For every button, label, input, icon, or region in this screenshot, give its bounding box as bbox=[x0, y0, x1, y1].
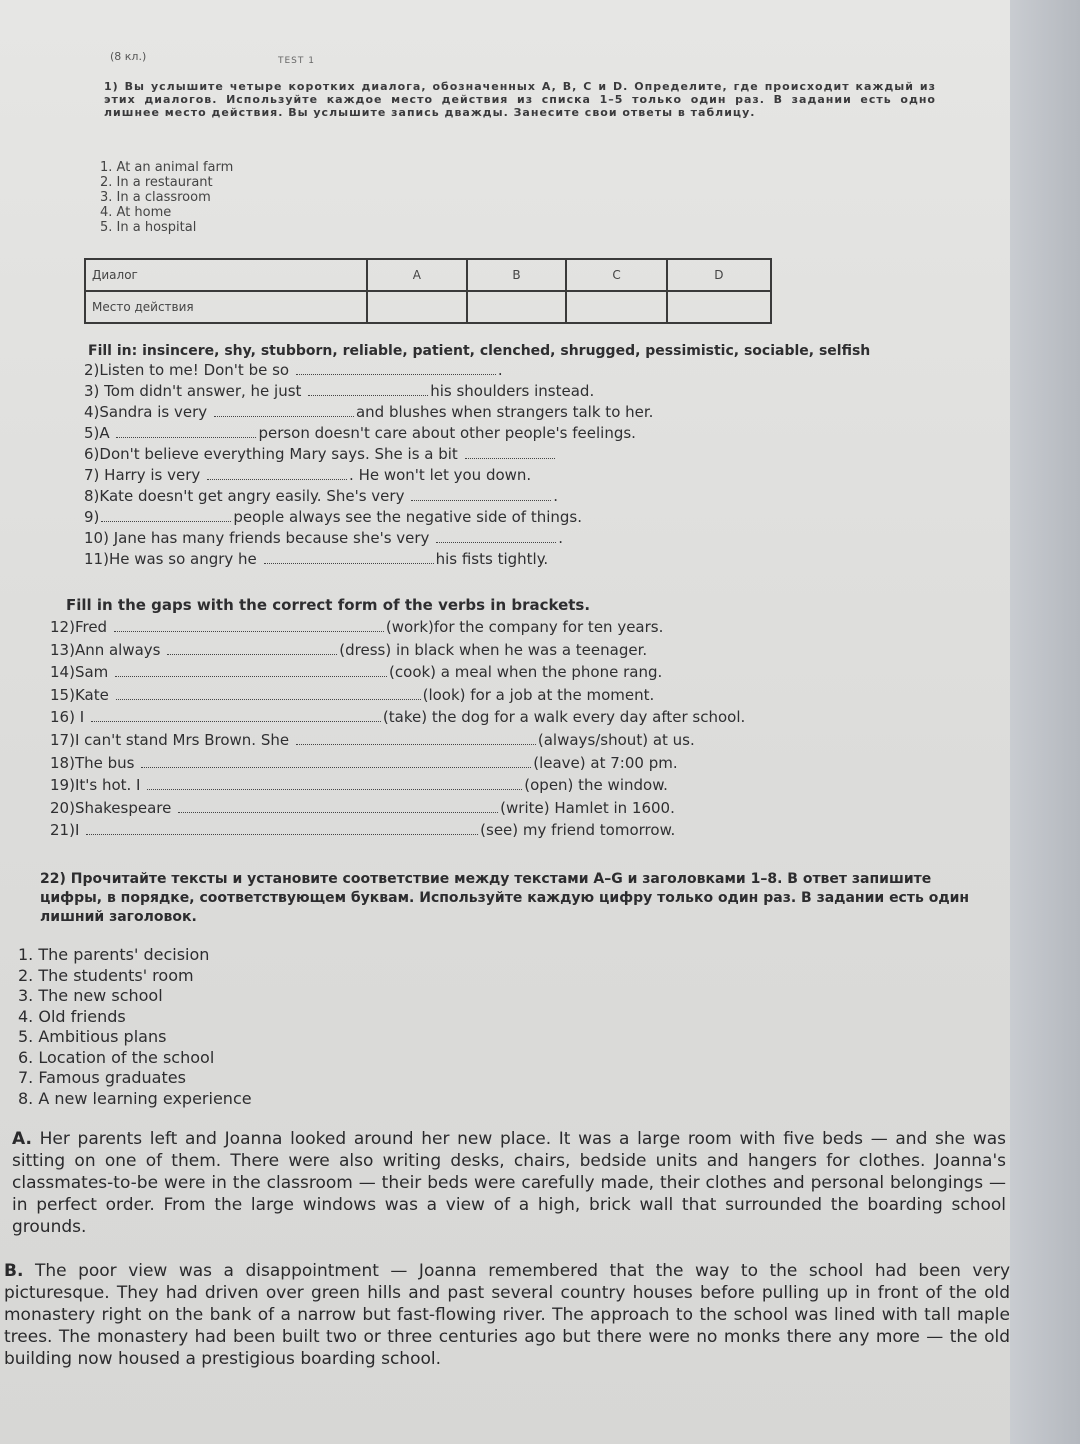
exercise-line: 21)I (see) my friend tomorrow. bbox=[50, 821, 676, 840]
answer-gap[interactable] bbox=[296, 362, 496, 375]
answer-gap[interactable] bbox=[114, 619, 384, 632]
list-item: 4. Old friends bbox=[18, 1006, 126, 1026]
answer-gap[interactable] bbox=[141, 755, 531, 768]
answer-gap[interactable] bbox=[115, 664, 387, 677]
column-header: D bbox=[667, 259, 771, 291]
desk-background bbox=[1010, 0, 1080, 1444]
answer-gap[interactable] bbox=[207, 467, 347, 480]
headings-list bbox=[18, 945, 252, 1109]
exercise-line: 5)A person doesn't care about other people's feelings. bbox=[84, 424, 636, 442]
exercise-line: 20)Shakespeare (write) Hamlet in 1600. bbox=[50, 798, 675, 817]
fill-in-list bbox=[84, 360, 653, 570]
answer-gap[interactable] bbox=[308, 383, 428, 396]
task1-instructions: 1) Вы услышите четыре коротких диалога, обозначенных A, B, C и D. Определите, где происходит каждый из этих диалогов. Используйте каждое место действия из списка 1–5 только один раз. В задании есть одно лишнее место действия. Вы услышите запись дважды. Занесите свои ответы в таблицу. bbox=[104, 80, 936, 119]
exercise-line: 4)Sandra is very and blushes when strangers talk to her. bbox=[84, 403, 654, 421]
grade-label: (8 кл.) bbox=[110, 50, 147, 63]
list-item: 5. In a hospital bbox=[100, 220, 197, 235]
exercise-line: 16) I (take) the dog for a walk every day after school. bbox=[50, 708, 746, 727]
answer-gap[interactable] bbox=[101, 509, 231, 522]
answer-gap[interactable] bbox=[411, 488, 551, 501]
answer-table bbox=[84, 258, 772, 324]
text-a-body: Her parents left and Joanna looked around her new place. It was a large room with five beds — and she was sitting on one of them. There were also writing desks, chairs, bedside units and hangers for clothes. Joanna's classmates-to-be were in the classroom — their beds were carefully made, their clothes and personal belongings — in perfect order. From the large windows was a view of a high, brick wall that surrounded the boarding school grounds. bbox=[12, 1129, 1006, 1237]
table-row bbox=[85, 291, 771, 323]
exercise-line: 19)It's hot. I (open) the window. bbox=[50, 776, 668, 795]
text-b bbox=[4, 1260, 1010, 1370]
column-header: B bbox=[467, 259, 567, 291]
answer-gap[interactable] bbox=[178, 800, 498, 813]
answer-cell[interactable] bbox=[566, 291, 666, 323]
exercise-line: 12)Fred (work)for the company for ten years. bbox=[50, 618, 664, 636]
text-a bbox=[12, 1128, 1006, 1238]
list-item: 2. In a restaurant bbox=[100, 175, 213, 190]
text-b-body: The poor view was a disappointment — Joanna remembered that the way to the school had been very picturesque. They had driven over green hills and past several country houses before pulling up in front of the old monastery right on the bank of a narrow but fast-flowing river. The approach to the school was lined with tall maple trees. The monastery had been built two or three centuries ago but there were no monks there any more — the old building now housed a prestigious boarding school. bbox=[4, 1261, 1011, 1369]
list-item: 2. The students' room bbox=[18, 965, 194, 985]
exercise-line: 14)Sam (cook) a meal when the phone rang. bbox=[50, 663, 663, 682]
exercise-line: 15)Kate (look) for a job at the moment. bbox=[50, 685, 655, 704]
list-item: 5. Ambitious plans bbox=[18, 1027, 167, 1046]
test-label: TEST 1 bbox=[278, 56, 315, 66]
row-header-place: Место действия bbox=[85, 291, 367, 323]
answer-gap[interactable] bbox=[116, 425, 256, 438]
answer-gap[interactable] bbox=[167, 642, 337, 655]
exercise-line: 6)Don't believe everything Mary says. She is a bit bbox=[84, 444, 653, 465]
places-list bbox=[100, 160, 233, 235]
list-item: 7. Famous graduates bbox=[18, 1068, 186, 1087]
answer-gap[interactable] bbox=[264, 551, 434, 564]
list-item: 8. A new learning experience bbox=[18, 1088, 252, 1108]
list-item: 3. The new school bbox=[18, 986, 163, 1005]
answer-gap[interactable] bbox=[214, 404, 354, 417]
task22-instructions: 22) Прочитайте тексты и установите соответствие между текстами A–G и заголовками 1–8. В ответ запишите цифры, в порядке, соответствующем буквам. Используйте каждую цифру только один раз. В задании есть один лишний заголовок. bbox=[40, 871, 970, 925]
fill-in-title: Fill in: insincere, shy, stubborn, reliable, patient, clenched, shrugged, pessimistic, sociable, selfish bbox=[88, 343, 871, 359]
list-item: 1. The parents' decision bbox=[18, 945, 210, 964]
answer-gap[interactable] bbox=[116, 687, 421, 700]
list-item: 3. In a classroom bbox=[100, 190, 211, 205]
exercise-line: 18)The bus (leave) at 7:00 pm. bbox=[50, 753, 678, 772]
column-header: A bbox=[367, 259, 467, 291]
exercise-line: 2)Listen to me! Don't be so . bbox=[84, 361, 503, 379]
answer-gap[interactable] bbox=[86, 822, 478, 835]
list-item: 6. Location of the school bbox=[18, 1047, 215, 1067]
column-header: C bbox=[566, 259, 666, 291]
answer-cell[interactable] bbox=[467, 291, 567, 323]
text-a-label: A. bbox=[12, 1129, 32, 1149]
exercise-line: 11)He was so angry he his fists tightly. bbox=[84, 550, 549, 568]
answer-cell[interactable] bbox=[667, 291, 771, 323]
answer-gap[interactable] bbox=[296, 732, 536, 745]
list-item: 4. At home bbox=[100, 205, 172, 220]
exercise-line: 8)Kate doesn't get angry easily. She's very . bbox=[84, 487, 559, 505]
list-item: 1. At an animal farm bbox=[100, 160, 234, 175]
row-header-dialogue: Диалог bbox=[85, 259, 367, 291]
exercise-line: 10) Jane has many friends because she's very . bbox=[84, 529, 563, 547]
exercise-line: 13)Ann always (dress) in black when he was a teenager. bbox=[50, 640, 648, 659]
answer-gap[interactable] bbox=[465, 446, 555, 459]
answer-gap[interactable] bbox=[91, 709, 381, 722]
exercise-line: 17)I can't stand Mrs Brown. She (always/shout) at us. bbox=[50, 730, 695, 749]
exercise-line: 9) people always see the negative side of things. bbox=[84, 508, 582, 526]
verbs-title: Fill in the gaps with the correct form of the verbs in brackets. bbox=[66, 596, 591, 614]
text-b-label: B. bbox=[4, 1261, 24, 1281]
answer-gap[interactable] bbox=[436, 530, 556, 543]
answer-gap[interactable] bbox=[147, 777, 522, 790]
answer-cell[interactable] bbox=[367, 291, 467, 323]
table-row bbox=[85, 259, 771, 291]
verbs-list bbox=[50, 616, 745, 842]
exercise-line: 3) Tom didn't answer, he just his shoulders instead. bbox=[84, 382, 595, 400]
exercise-line: 7) Harry is very . He won't let you down. bbox=[84, 466, 532, 484]
